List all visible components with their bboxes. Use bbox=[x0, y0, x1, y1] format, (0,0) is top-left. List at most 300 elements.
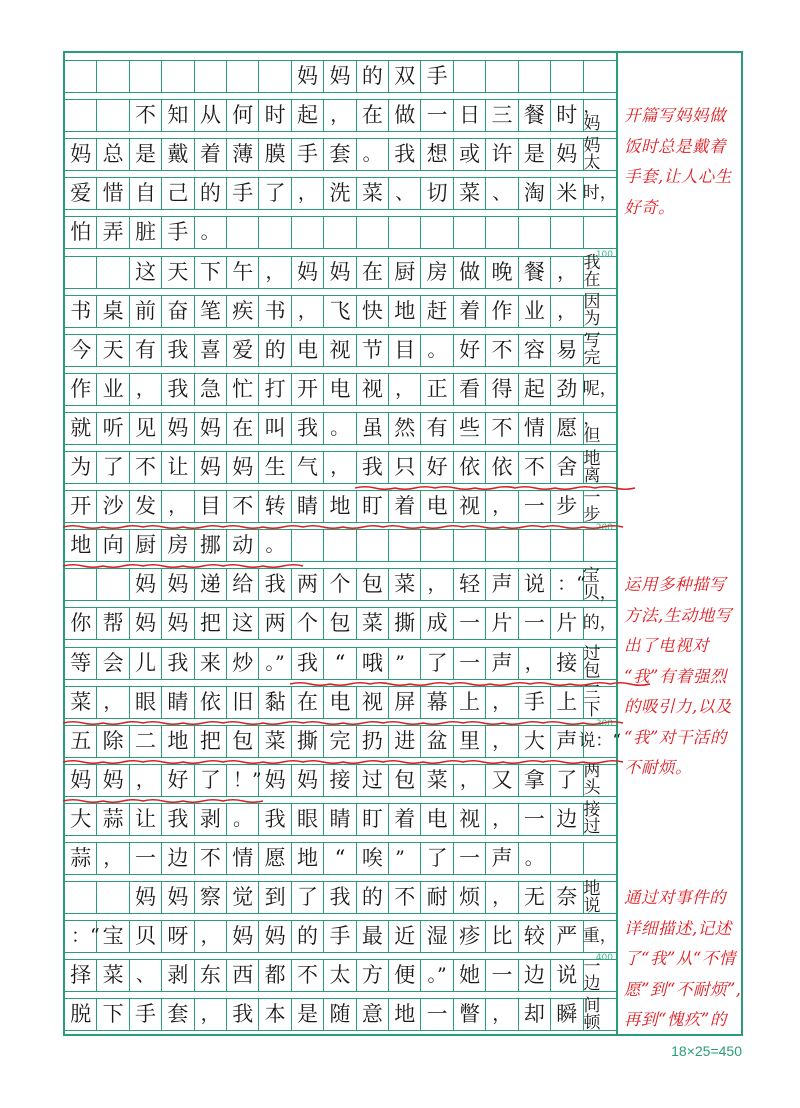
grid-cell: 有 bbox=[421, 413, 453, 444]
grid-row bbox=[65, 448, 616, 486]
grid-cell bbox=[65, 257, 97, 288]
grid-cell: 妈 bbox=[162, 882, 194, 913]
grid-cell: 是 bbox=[130, 139, 162, 170]
grid-cell: ！” bbox=[227, 765, 259, 796]
grid-cell: 。 bbox=[227, 804, 259, 835]
grid-cell: 地离 bbox=[583, 448, 601, 486]
grid-cell: 了 bbox=[259, 178, 291, 209]
grid-cell: 一 bbox=[130, 843, 162, 874]
grid-cell: ， bbox=[130, 374, 162, 405]
grid-cell: 有 bbox=[130, 335, 162, 366]
grid-cell: 会 bbox=[97, 648, 129, 679]
grid-cell: 妈太 bbox=[583, 135, 601, 173]
grid-cell: 妈 bbox=[227, 921, 259, 952]
grid-cell: 从 bbox=[195, 100, 227, 131]
grid-cell: 菜 bbox=[357, 608, 389, 639]
grid-cell: 电 bbox=[292, 335, 324, 366]
grid-cell: 贝 bbox=[130, 921, 162, 952]
grid-cell: 一 bbox=[421, 100, 453, 131]
grid-cell: 重， bbox=[582, 926, 617, 947]
grid-cell: 菜 bbox=[454, 178, 486, 209]
grid-cell: ， bbox=[324, 452, 356, 483]
grid-cell: 让 bbox=[130, 804, 162, 835]
grid-cell: 就 bbox=[65, 413, 97, 444]
grid-cell: 察 bbox=[195, 882, 227, 913]
grid-cell: 时 bbox=[551, 100, 583, 131]
grid-cell: 我 bbox=[227, 999, 259, 1030]
grid-cell: 挪 bbox=[195, 530, 227, 561]
grid-cell: 双 bbox=[389, 61, 421, 92]
grid-cell: 一 bbox=[454, 608, 486, 639]
grid-cell: 好 bbox=[421, 452, 453, 483]
annotation-line: 手套,让人心生 bbox=[624, 167, 732, 187]
grid-cell: 妈 bbox=[227, 452, 259, 483]
grid-cell: 手 bbox=[324, 921, 356, 952]
grid-cell: 菜 bbox=[97, 960, 129, 991]
grid-cell: 书 bbox=[259, 296, 291, 327]
grid-cell bbox=[227, 61, 259, 92]
grid-cell: 撕 bbox=[292, 726, 324, 757]
grid-cell: 湿 bbox=[421, 921, 453, 952]
grid-cell: 我 bbox=[259, 569, 291, 600]
grid-cell: 边 bbox=[551, 804, 583, 835]
grid-cell: 随 bbox=[324, 999, 356, 1030]
grid-cell: 让 bbox=[162, 452, 194, 483]
annotation-margin bbox=[616, 53, 741, 1034]
grid-cell: 近 bbox=[389, 921, 421, 952]
grid-row bbox=[65, 995, 616, 1033]
grid-cell: 说 bbox=[519, 569, 551, 600]
grid-cell: 一 bbox=[519, 608, 551, 639]
grid-cell: 电 bbox=[324, 374, 356, 405]
grid-cell bbox=[97, 61, 129, 92]
grid-cell: 里 bbox=[454, 726, 486, 757]
grid-cell bbox=[324, 530, 356, 561]
grid-cell: 业 bbox=[519, 296, 551, 327]
grid-cell: 妈 bbox=[259, 921, 291, 952]
grid-cell: 包 bbox=[357, 569, 389, 600]
grid-cell: 地 bbox=[292, 843, 324, 874]
grid-cell: 脏 bbox=[130, 217, 162, 248]
grid-cell: 却 bbox=[519, 999, 551, 1030]
grid-cell: 套 bbox=[324, 139, 356, 170]
grid-row bbox=[65, 607, 616, 640]
grid-cell: 时 bbox=[259, 100, 291, 131]
grid-row bbox=[65, 373, 616, 406]
grid-cell bbox=[97, 882, 129, 913]
grid-cell: ， bbox=[486, 726, 518, 757]
grid-cell: 下 bbox=[97, 999, 129, 1030]
grid-cell: 睛 bbox=[162, 687, 194, 718]
grid-cell: 依 bbox=[454, 452, 486, 483]
grid-cell: ， bbox=[519, 648, 551, 679]
grid-cell: 二 bbox=[130, 726, 162, 757]
grid-cell: 我 bbox=[259, 804, 291, 835]
grid-cell: 看 bbox=[454, 374, 486, 405]
grid-cell: 手 bbox=[421, 61, 453, 92]
grid-cell: 我 bbox=[292, 413, 324, 444]
grid-row bbox=[65, 331, 616, 369]
grid-cell: 到 bbox=[259, 882, 291, 913]
grid-cell bbox=[584, 843, 616, 874]
grid-row bbox=[65, 96, 616, 134]
grid-row bbox=[65, 920, 616, 953]
grid-cell: 的 bbox=[357, 61, 389, 92]
grid-cell: 餐 bbox=[519, 100, 551, 131]
grid-cell: 不 bbox=[292, 960, 324, 991]
grid-cell bbox=[584, 217, 616, 248]
grid-cell: 书 bbox=[65, 296, 97, 327]
grid-cell: 宝贝， bbox=[582, 565, 617, 603]
red-underline bbox=[63, 759, 618, 765]
grid-cell: ， bbox=[486, 804, 518, 835]
grid-cell: 她 bbox=[454, 960, 486, 991]
grid-cell: 妈 bbox=[259, 765, 291, 796]
grid-cell: 情 bbox=[227, 843, 259, 874]
grid-cell: 包 bbox=[389, 765, 421, 796]
grid-cell bbox=[162, 61, 194, 92]
grid-cell: 瞥 bbox=[454, 999, 486, 1030]
grid-cell bbox=[486, 217, 518, 248]
grid-cell: 盯 bbox=[357, 491, 389, 522]
grid-cell: 盆 bbox=[421, 726, 453, 757]
grid-cell: 两 bbox=[292, 569, 324, 600]
grid-row bbox=[65, 565, 617, 603]
grid-row bbox=[65, 292, 616, 330]
grid-cell: 不 bbox=[389, 882, 421, 913]
grid-cell: 见 bbox=[130, 413, 162, 444]
red-underline bbox=[63, 798, 261, 804]
grid-cell: 盯 bbox=[357, 804, 389, 835]
grid-row bbox=[65, 644, 616, 681]
grid-cell: 了 bbox=[551, 765, 583, 796]
grid-cell: 太 bbox=[324, 960, 356, 991]
grid-cell: 拿 bbox=[519, 765, 551, 796]
grid-cell: 儿 bbox=[130, 648, 162, 679]
grid-cell: 的 bbox=[259, 335, 291, 366]
grid-cell: 宝 bbox=[97, 921, 129, 952]
grid-cell: 喜 bbox=[195, 335, 227, 366]
grid-cell: 。 bbox=[259, 530, 291, 561]
grid-cell: 手 bbox=[162, 217, 194, 248]
grid-cell: 只 bbox=[389, 452, 421, 483]
grid-cell: 好 bbox=[454, 335, 486, 366]
red-underline bbox=[63, 524, 618, 530]
grid-cell: 我在 bbox=[583, 253, 601, 290]
grid-cell: 自 bbox=[130, 178, 162, 209]
grid-cell: 妈 bbox=[162, 608, 194, 639]
grid-cell: 个 bbox=[292, 608, 324, 639]
grid-cell bbox=[389, 530, 421, 561]
grid-row bbox=[65, 725, 622, 758]
red-underline bbox=[63, 563, 278, 569]
grid-cell: 严 bbox=[551, 921, 583, 952]
grid-cell: 疹 bbox=[454, 921, 486, 952]
grid-cell: 择 bbox=[65, 960, 97, 991]
grid-cell bbox=[584, 530, 616, 561]
grid-cell: ， bbox=[130, 765, 162, 796]
grid-cell: 时， bbox=[582, 183, 617, 204]
grid-cell: 给 bbox=[227, 569, 259, 600]
grid-cell: 妈 bbox=[292, 765, 324, 796]
grid-cell: 比 bbox=[486, 921, 518, 952]
grid-row bbox=[65, 135, 616, 173]
grid-cell: 地 bbox=[162, 726, 194, 757]
grid-cell: 上 bbox=[551, 687, 583, 718]
grid-cell: 不 bbox=[130, 100, 162, 131]
grid-cell: 。 bbox=[519, 843, 551, 874]
grid-cell: 米 bbox=[551, 178, 583, 209]
grid-row bbox=[65, 177, 616, 210]
grid-cell: 本 bbox=[259, 999, 291, 1030]
grid-cell: 把 bbox=[195, 726, 227, 757]
grid-cell: ， bbox=[292, 178, 324, 209]
word-count-marker: 100 bbox=[595, 249, 613, 260]
annotation-line: 再到“愧疚”的 bbox=[624, 1010, 727, 1030]
grid-cell: 些 bbox=[454, 413, 486, 444]
grid-cell: 手 bbox=[519, 687, 551, 718]
grid-cell: 爱 bbox=[227, 335, 259, 366]
grid-cell: 地 bbox=[324, 491, 356, 522]
grid-cell: 洗 bbox=[324, 178, 356, 209]
grid-cell: 我 bbox=[292, 648, 324, 679]
grid-cell: 厨 bbox=[389, 257, 421, 288]
grid-cell: 眼 bbox=[130, 687, 162, 718]
grid-cell: 眼 bbox=[292, 804, 324, 835]
annotation-line: 通过对事件的 bbox=[624, 888, 726, 908]
grid-cell: 厨 bbox=[130, 530, 162, 561]
grid-cell: 得 bbox=[486, 374, 518, 405]
grid-cell: ：“ bbox=[551, 569, 583, 600]
grid-cell: 着 bbox=[389, 804, 421, 835]
grid-cell: 天 bbox=[162, 257, 194, 288]
grid-row bbox=[65, 529, 616, 562]
grid-cell bbox=[357, 530, 389, 561]
grid-cell: 妈 bbox=[292, 61, 324, 92]
grid-cell: 三下 bbox=[583, 683, 601, 721]
grid-cell: 着 bbox=[195, 139, 227, 170]
grid-cell: 日 bbox=[454, 100, 486, 131]
grid-cell: 幕 bbox=[421, 687, 453, 718]
grid-cell: 情 bbox=[519, 413, 551, 444]
grid-cell bbox=[486, 61, 518, 92]
grid-cell: 我 bbox=[162, 335, 194, 366]
grid-cell: 手 bbox=[227, 178, 259, 209]
grid-cell: 我 bbox=[162, 804, 194, 835]
grid-cell: 视 bbox=[454, 491, 486, 522]
grid-cell: 愿 bbox=[259, 843, 291, 874]
grid-cell: 两头 bbox=[583, 761, 601, 799]
grid-cell: 你 bbox=[65, 608, 97, 639]
grid-cell: 我 bbox=[324, 882, 356, 913]
grid-cell: 怕 bbox=[65, 217, 97, 248]
grid-cell: 作 bbox=[65, 374, 97, 405]
grid-cell: 地 bbox=[389, 999, 421, 1030]
grid-cell: 做 bbox=[389, 100, 421, 131]
grid-cell: 过 bbox=[357, 765, 389, 796]
grid-cell: 接 bbox=[551, 648, 583, 679]
grid-cell: 包 bbox=[324, 608, 356, 639]
grid-cell: 生 bbox=[259, 452, 291, 483]
grid-cell: 惜 bbox=[97, 178, 129, 209]
grid-cell bbox=[389, 217, 421, 248]
grid-cell: 两 bbox=[259, 608, 291, 639]
grid-cell: 五 bbox=[65, 726, 97, 757]
annotation-line: 方法,生动地写 bbox=[624, 605, 732, 625]
grid-cell: 了 bbox=[421, 843, 453, 874]
grid-cell: 视 bbox=[357, 687, 389, 718]
grid-cell: 等 bbox=[65, 648, 97, 679]
grid-cell: 呀 bbox=[162, 921, 194, 952]
grid-cell: 的， bbox=[582, 613, 617, 634]
grid-cell bbox=[519, 217, 551, 248]
word-count-marker: 300 bbox=[595, 718, 613, 729]
grid-cell: 边 bbox=[162, 843, 194, 874]
grid-cell: 忙 bbox=[227, 374, 259, 405]
grid-row bbox=[65, 800, 616, 838]
grid-cell: 戴 bbox=[162, 139, 194, 170]
grid-row bbox=[65, 216, 616, 249]
grid-cell: 餐 bbox=[519, 257, 551, 288]
grid-cell: 了 bbox=[97, 452, 129, 483]
grid-cell: 愿 bbox=[551, 413, 583, 444]
grid-cell: 动 bbox=[227, 530, 259, 561]
grid-cell: 扔 bbox=[357, 726, 389, 757]
grid-cell: 赶 bbox=[421, 296, 453, 327]
grid-cell: 不 bbox=[227, 491, 259, 522]
grid-cell: 个 bbox=[324, 569, 356, 600]
grid-cell: 不 bbox=[519, 452, 551, 483]
grid-cell: 视 bbox=[324, 335, 356, 366]
grid-cell: 淘 bbox=[519, 178, 551, 209]
red-underline bbox=[355, 485, 618, 491]
grid-cell: ， bbox=[486, 687, 518, 718]
grid-cell: 妈 bbox=[324, 257, 356, 288]
grid-cell: 总 bbox=[97, 139, 129, 170]
grid-cell: 一 bbox=[421, 999, 453, 1030]
grid-cell bbox=[65, 61, 97, 92]
grid-cell: 烦 bbox=[454, 882, 486, 913]
grid-cell: 容 bbox=[519, 335, 551, 366]
grid-cell: 轻 bbox=[454, 569, 486, 600]
grid-cell: 听 bbox=[97, 413, 129, 444]
grid-cell bbox=[551, 843, 583, 874]
annotation-line: 的吸引力,以及 bbox=[624, 697, 732, 717]
grid-cell: 想 bbox=[421, 139, 453, 170]
grid-cell bbox=[97, 100, 129, 131]
grid-cell bbox=[486, 530, 518, 561]
grid-cell: 较 bbox=[519, 921, 551, 952]
grid-cell: 递 bbox=[195, 569, 227, 600]
grid-cell: 声 bbox=[486, 569, 518, 600]
grid-cell: 耐 bbox=[421, 882, 453, 913]
grid-cell: ，妈 bbox=[583, 96, 601, 134]
grid-cell: 妈 bbox=[292, 257, 324, 288]
grid-cell: 目 bbox=[195, 491, 227, 522]
grid-cell: 易 bbox=[551, 335, 583, 366]
grid-cell: 睛 bbox=[324, 804, 356, 835]
grid-cell: 睛 bbox=[292, 491, 324, 522]
grid-cell: 起 bbox=[519, 374, 551, 405]
grid-cell: 沙 bbox=[97, 491, 129, 522]
grid-cell: 妈 bbox=[130, 882, 162, 913]
grid-cell bbox=[259, 61, 291, 92]
grid-row bbox=[65, 878, 616, 916]
grid-cell: 唉 bbox=[357, 843, 389, 874]
grid-cell: 这 bbox=[130, 257, 162, 288]
grid-cell: 我 bbox=[389, 139, 421, 170]
grid-row bbox=[65, 409, 616, 447]
grid-cell: 。 bbox=[421, 335, 453, 366]
grid-cell bbox=[454, 530, 486, 561]
grid-cell: 着 bbox=[454, 296, 486, 327]
grid-cell: 转 bbox=[259, 491, 291, 522]
grid-cell: 妈 bbox=[162, 413, 194, 444]
grid-cell: ， bbox=[195, 921, 227, 952]
grid-cell: 笔 bbox=[195, 296, 227, 327]
grid-cell: 房 bbox=[162, 530, 194, 561]
grid-row bbox=[65, 683, 616, 721]
grid-cell: 节 bbox=[357, 335, 389, 366]
grid-cell: 一 bbox=[486, 960, 518, 991]
grid-row bbox=[65, 487, 616, 525]
grid-row bbox=[65, 761, 616, 799]
grid-cell: 了 bbox=[292, 882, 324, 913]
grid-cell: 不 bbox=[130, 452, 162, 483]
grid-cell: ， bbox=[551, 257, 583, 288]
grid-cell: 。” bbox=[259, 648, 291, 679]
grid-cell: 瞬 bbox=[551, 999, 583, 1030]
grid-cell: 下 bbox=[195, 257, 227, 288]
grid-cell: 菜 bbox=[389, 569, 421, 600]
grid-cell: 切 bbox=[421, 178, 453, 209]
grid-cell: 房 bbox=[421, 257, 453, 288]
grid-cell: 己 bbox=[162, 178, 194, 209]
grid-cell: 疾 bbox=[227, 296, 259, 327]
grid-cell bbox=[519, 61, 551, 92]
annotation-line: 愿”到“不耐烦”, bbox=[624, 979, 742, 999]
red-underline bbox=[63, 720, 618, 726]
grid-cell: 叫 bbox=[259, 413, 291, 444]
grid-cell: 气 bbox=[292, 452, 324, 483]
grid-cell: 一步 bbox=[583, 487, 601, 525]
grid-cell: 说 bbox=[551, 960, 583, 991]
grid-cell: 膜 bbox=[259, 139, 291, 170]
grid-cell bbox=[551, 61, 583, 92]
grid-cell: ， bbox=[486, 491, 518, 522]
grid-cell: 开 bbox=[292, 374, 324, 405]
composition-sheet bbox=[63, 51, 743, 1036]
annotation-line: “我”有着强烈 bbox=[624, 666, 727, 686]
grid-cell: 薄 bbox=[227, 139, 259, 170]
grid-cell bbox=[130, 61, 162, 92]
grid-cell: ，但 bbox=[583, 409, 601, 447]
grid-cell: 剥 bbox=[195, 804, 227, 835]
grid-cell: 爱 bbox=[65, 178, 97, 209]
grid-cell: ， bbox=[162, 491, 194, 522]
grid-cell: 是 bbox=[292, 999, 324, 1030]
grid-cell: 电 bbox=[421, 491, 453, 522]
grid-cell: 无 bbox=[519, 882, 551, 913]
grid-cell bbox=[357, 217, 389, 248]
grid-cell: 妈 bbox=[195, 452, 227, 483]
grid-cell: 步 bbox=[551, 491, 583, 522]
grid-cell bbox=[454, 217, 486, 248]
annotation-line: “我”对干活的 bbox=[624, 727, 727, 747]
grid-cell: 许 bbox=[486, 139, 518, 170]
grid-cell: 我 bbox=[357, 452, 389, 483]
teacher-annotation bbox=[624, 883, 740, 1036]
